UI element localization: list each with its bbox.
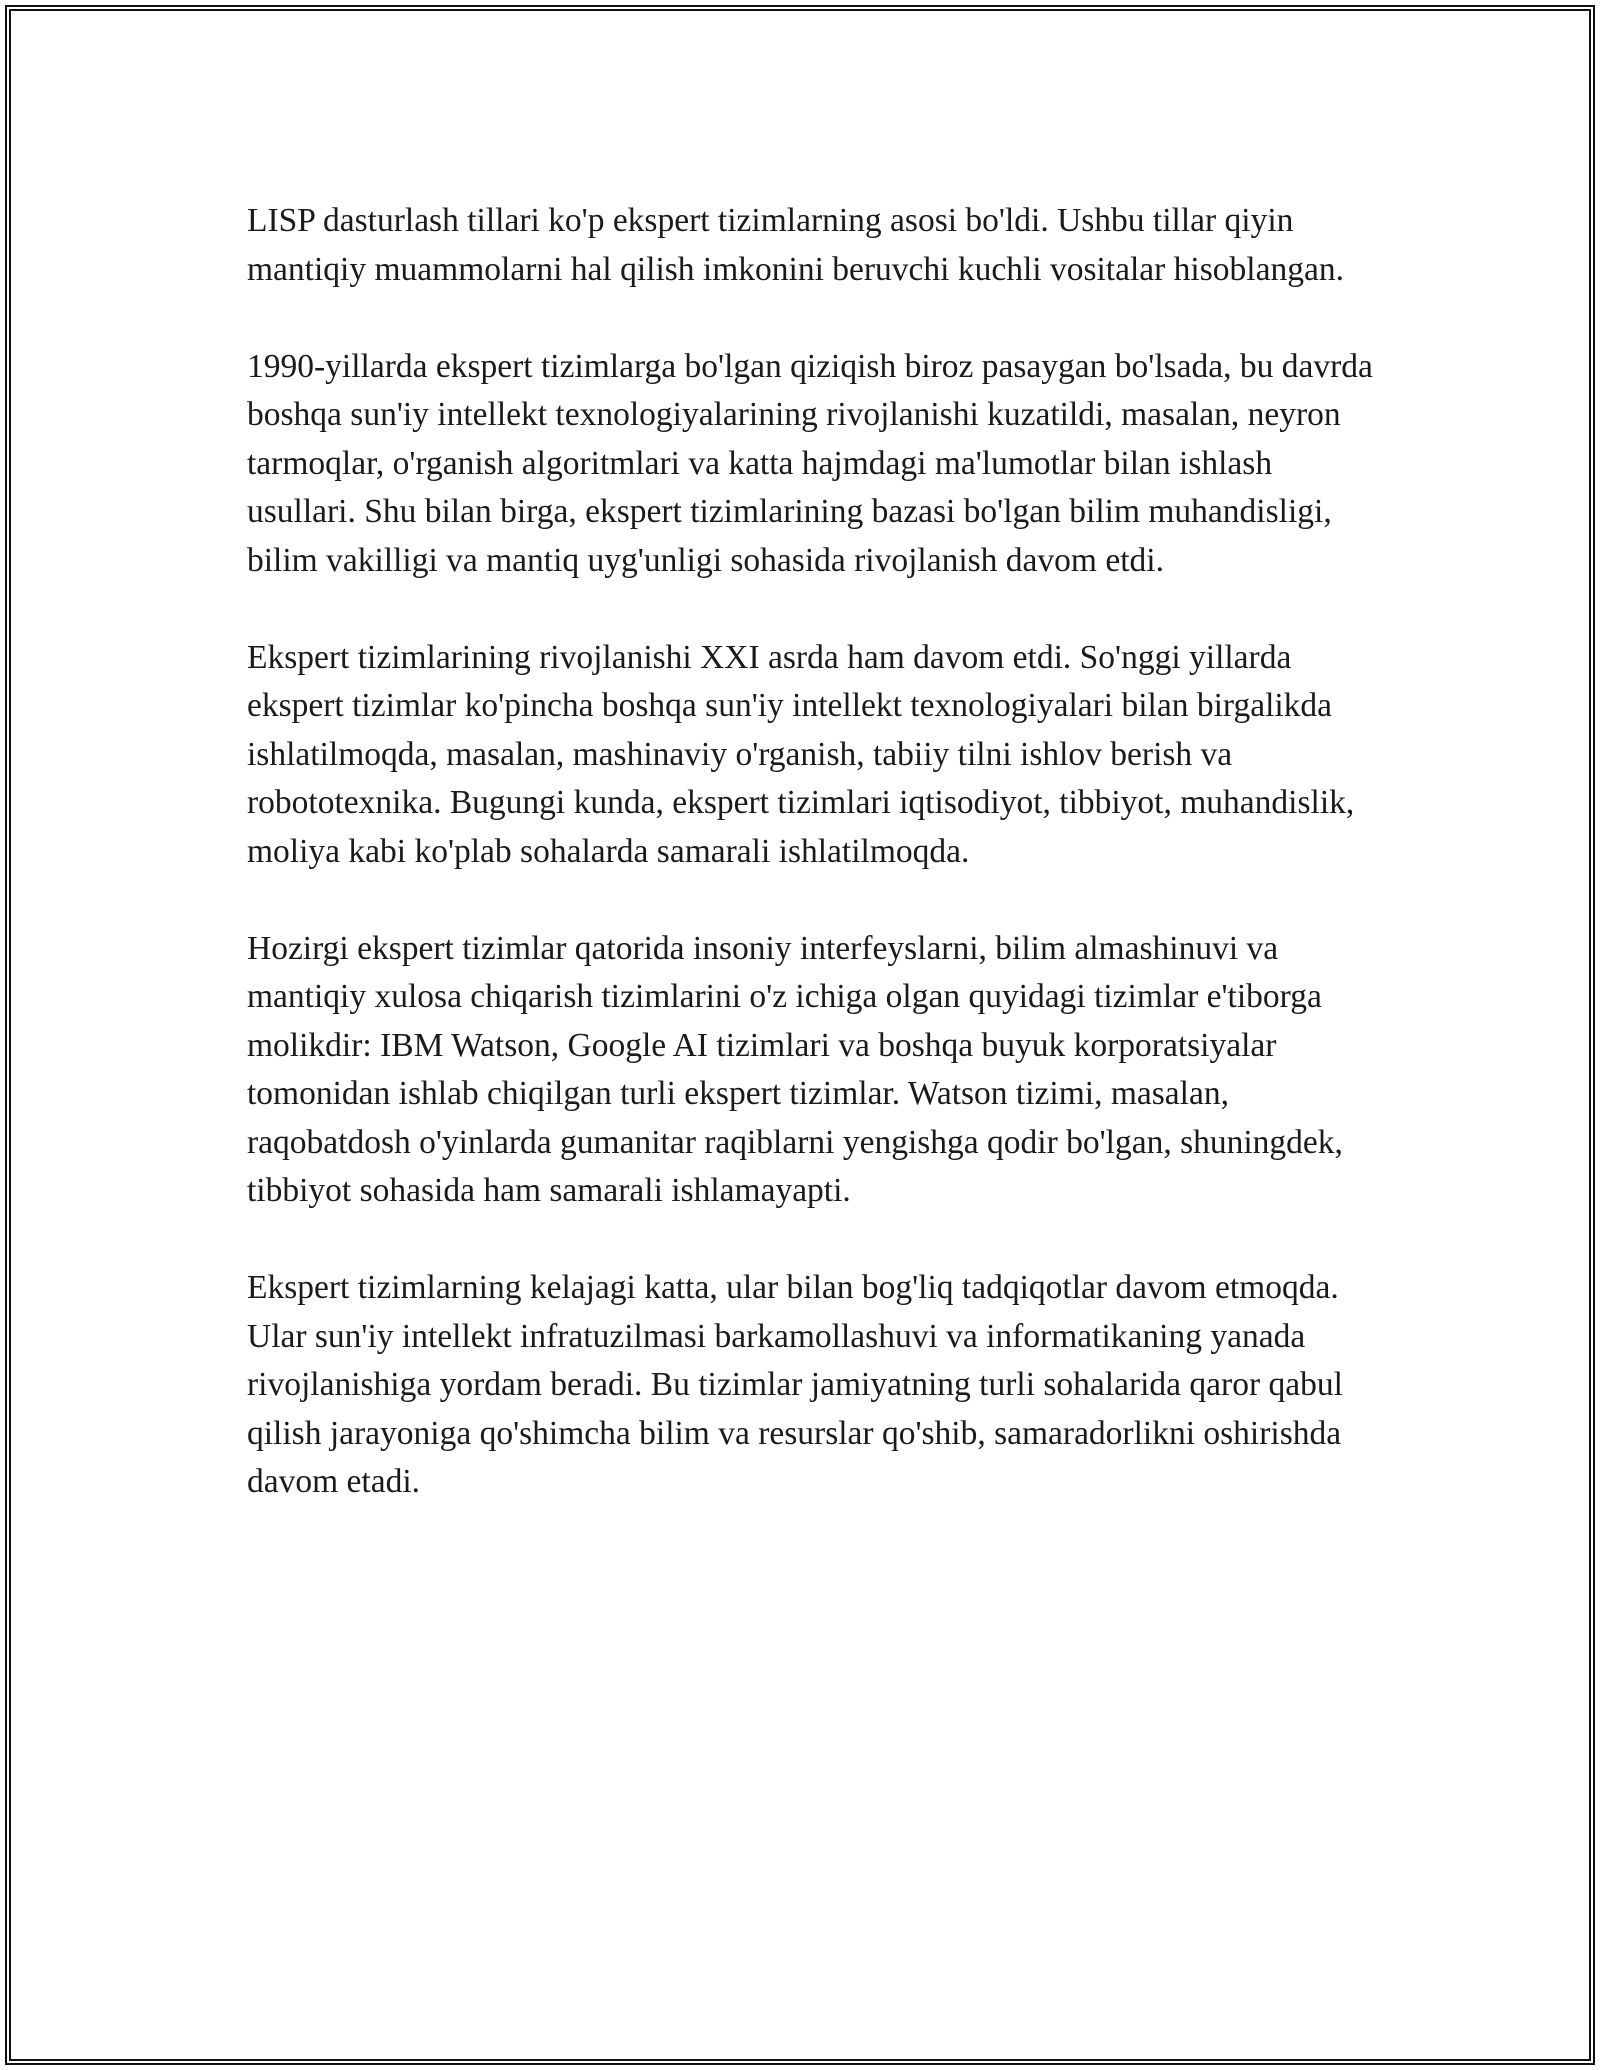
paragraph-1990s: 1990-yillarda ekspert tizimlarga bo'lgan qiziqish biroz pasaygan bo'lsada, bu davrda boshqa sun'iy intellekt texnologiyalarining rivojlanishi kuzatildi, masalan, neyron tarmoqlar, o'rganish algoritmlari va katta hajmdagi ma'lumotlar bilan ishlash usullari. Shu bilan birga, ekspert tizimlarining bazasi bo'lgan bilim muhandisligi, bilim vakilligi va mantiq uyg'unligi sohasida rivojlanish davom etdi. <box>247 347 1373 579</box>
page-frame <box>5 5 1595 2065</box>
paragraph-21st-century: Ekspert tizimlarining rivojlanishi XXI asrda ham davom etdi. So'nggi yillarda ekspert tizimlar ko'pincha boshqa sun'iy intellekt texnologiyalari bilan birgalikda ishlatilmoqda, masalan, mashinaviy o'rganish, tabiiy tilni ishlov berish va robototexnika. Bugungi kunda, ekspert tizimlari iqtisodiyot, tibbiyot, muhandislik, moliya kabi ko'plab sohalarda samarali ishlatilmoqda. <box>247 638 1355 870</box>
document-body <box>247 197 1387 1555</box>
paragraph-future: Ekspert tizimlarning kelajagi katta, ular bilan bog'liq tadqiqotlar davom etmoqda. Ular sun'iy intellekt infratuzilmasi barkamollashuvi va informatikaning yanada rivojlanishiga yordam beradi. Bu tizimlar jamiyatning turli sohalarida qaror qabul qilish jarayoniga qo'shimcha bilim va resurslar qo'shib, samaradorlikni oshirishda davom etadi. <box>247 1269 1343 1500</box>
paragraph-lisp: LISP dasturlash tillari ko'p ekspert tizimlarning asosi bo'ldi. Ushbu tillar qiyin mantiqiy muammolarni hal qilish imkonini beruvchi kuchli vositalar hisoblangan. <box>247 202 1344 288</box>
paragraph-modern-systems: Hozirgi ekspert tizimlar qatorida insoniy interfeyslarni, bilim almashinuvi va mantiqiy xulosa chiqarish tizimlarini o'z ichiga olgan quyidagi tizimlar e'tiborga molikdir: IBM Watson, Google AI tizimlari va boshqa buyuk korporatsiyalar tomonidan ishlab chiqilgan turli ekspert tizimlar. Watson tizimi, masalan, raqobatdosh o'yinlarda gumanitar raqiblarni yengishga qodir bo'lgan, shuningdek, tibbiyot sohasida ham samarali ishlamayapti. <box>247 929 1343 1209</box>
